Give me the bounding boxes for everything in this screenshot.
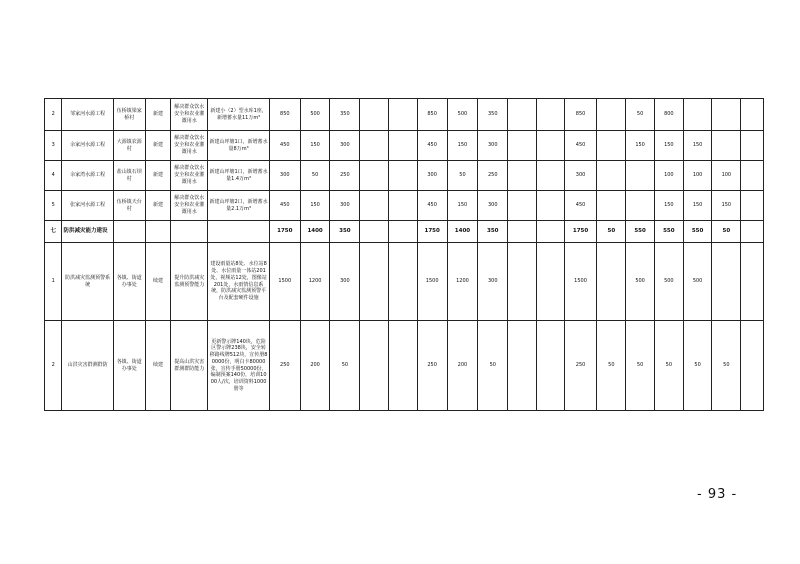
cell-plan-central: 150 bbox=[447, 131, 478, 161]
table-row bbox=[45, 99, 764, 131]
cell-year-5 bbox=[712, 243, 741, 321]
page-number: - 93 - bbox=[697, 487, 738, 502]
cell-seq-no: 4 bbox=[45, 161, 62, 191]
cell-year-2: 500 bbox=[626, 243, 655, 321]
cell-project-name: 山洪灾害群测群防 bbox=[62, 321, 113, 411]
cell-year-5 bbox=[712, 99, 741, 131]
cell-seq-no: 七 bbox=[45, 221, 62, 243]
cell-plan-other-a bbox=[508, 243, 537, 321]
cell-project-name: 防洪减灾监测预警系统 bbox=[62, 243, 113, 321]
cell-goal: 解决群众饮水安全和农业灌溉用水 bbox=[171, 161, 208, 191]
cell-project-name: 余家河水源工程 bbox=[62, 131, 113, 161]
cell-year-2 bbox=[626, 161, 655, 191]
cell-plan-local: 250 bbox=[478, 161, 508, 191]
cell-year-total: 1500 bbox=[564, 243, 597, 321]
cell-local-funds: 350 bbox=[330, 221, 360, 243]
cell-remark bbox=[741, 99, 764, 131]
cell-year-5 bbox=[712, 131, 741, 161]
cell-plan-central: 1200 bbox=[447, 243, 478, 321]
cell-central-funds: 500 bbox=[300, 99, 330, 131]
cell-seq-no: 3 bbox=[45, 131, 62, 161]
cell-content: 新建山坪塘2口，新增蓄水量2.1万m³ bbox=[208, 191, 270, 221]
cell-year-2: 550 bbox=[626, 221, 655, 243]
cell-location: 各镇、街道办事处 bbox=[113, 321, 145, 411]
cell-plan-other-b bbox=[536, 243, 564, 321]
cell-plan-local: 350 bbox=[478, 221, 508, 243]
cell-plan-total: 850 bbox=[417, 99, 447, 131]
cell-year-2: 150 bbox=[626, 131, 655, 161]
project-table bbox=[44, 98, 764, 411]
cell-content: 新建山坪塘1口，新增蓄水量1.4万m³ bbox=[208, 161, 270, 191]
cell-other-funds-a bbox=[360, 191, 389, 221]
cell-year-4: 500 bbox=[683, 243, 712, 321]
cell-year-total: 450 bbox=[564, 131, 597, 161]
table-row bbox=[45, 161, 764, 191]
cell-plan-other-a bbox=[508, 99, 537, 131]
cell-local-funds: 250 bbox=[330, 161, 360, 191]
cell-year-1 bbox=[597, 161, 626, 191]
cell-local-funds: 50 bbox=[330, 321, 360, 411]
cell-build-type: 新建 bbox=[145, 191, 171, 221]
cell-other-funds-b bbox=[389, 191, 418, 221]
cell-other-funds-a bbox=[360, 321, 389, 411]
cell-location: 伍桥镇梁家桥村 bbox=[113, 99, 145, 131]
cell-plan-central: 1400 bbox=[447, 221, 478, 243]
cell-plan-central: 150 bbox=[447, 191, 478, 221]
cell-other-funds-b bbox=[389, 161, 418, 191]
cell-other-funds-a bbox=[360, 161, 389, 191]
cell-other-funds-b bbox=[389, 99, 418, 131]
cell-goal bbox=[171, 221, 208, 243]
cell-seq-no: 2 bbox=[45, 321, 62, 411]
cell-year-2: 50 bbox=[626, 321, 655, 411]
cell-content: 新建小（2）型水库1座，新增蓄水量11万m³ bbox=[208, 99, 270, 131]
cell-remark bbox=[741, 321, 764, 411]
cell-plan-total: 450 bbox=[417, 131, 447, 161]
cell-plan-local: 300 bbox=[478, 191, 508, 221]
cell-other-funds-a bbox=[360, 243, 389, 321]
cell-other-funds-a bbox=[360, 131, 389, 161]
cell-other-funds-a bbox=[360, 99, 389, 131]
cell-build-type bbox=[145, 221, 171, 243]
cell-goal: 解决群众饮水安全和农业灌溉用水 bbox=[171, 99, 208, 131]
table-row bbox=[45, 321, 764, 411]
cell-plan-central: 500 bbox=[447, 99, 478, 131]
cell-content: 更新警示牌140块，危险区警示牌238块，安全转移路线牌512块，宣传册80000份，明白卡80000张，宣传手册50000份，编制预案140份，培训1000人/次，培训资料1000册等 bbox=[208, 321, 270, 411]
cell-year-total: 250 bbox=[564, 321, 597, 411]
cell-project-name: 邹家河水源工程 bbox=[62, 99, 113, 131]
cell-location: 盐山镇石坝村 bbox=[113, 161, 145, 191]
cell-plan-other-a bbox=[508, 161, 537, 191]
cell-plan-other-b bbox=[536, 221, 564, 243]
cell-other-funds-b bbox=[389, 243, 418, 321]
cell-year-4: 100 bbox=[683, 161, 712, 191]
cell-build-type: 续建 bbox=[145, 321, 171, 411]
cell-plan-central: 50 bbox=[447, 161, 478, 191]
table-row bbox=[45, 243, 764, 321]
cell-remark bbox=[741, 243, 764, 321]
cell-year-1: 50 bbox=[597, 321, 626, 411]
cell-goal: 解决群众饮水安全和农业灌溉用水 bbox=[171, 191, 208, 221]
cell-project-name: 防洪减灾能力建设 bbox=[62, 221, 113, 243]
cell-plan-total: 1750 bbox=[417, 221, 447, 243]
cell-plan-local: 300 bbox=[478, 131, 508, 161]
cell-plan-total: 1500 bbox=[417, 243, 447, 321]
section-row bbox=[45, 221, 764, 243]
cell-content: 新建山坪塘1口，新增蓄水量8万m³ bbox=[208, 131, 270, 161]
cell-year-4: 150 bbox=[683, 131, 712, 161]
cell-year-5: 50 bbox=[712, 321, 741, 411]
cell-year-3: 500 bbox=[654, 243, 683, 321]
cell-remark bbox=[741, 161, 764, 191]
cell-central-funds: 150 bbox=[300, 131, 330, 161]
cell-local-funds: 300 bbox=[330, 243, 360, 321]
cell-location: 大源镇农源村 bbox=[113, 131, 145, 161]
cell-other-funds-b bbox=[389, 321, 418, 411]
table-row bbox=[45, 131, 764, 161]
cell-year-3: 100 bbox=[654, 161, 683, 191]
cell-goal: 提升防洪减灾监测预警能力 bbox=[171, 243, 208, 321]
cell-year-1 bbox=[597, 191, 626, 221]
cell-build-type: 续建 bbox=[145, 243, 171, 321]
cell-central-funds: 150 bbox=[300, 191, 330, 221]
cell-year-4: 50 bbox=[683, 321, 712, 411]
cell-project-name: 余家湾水源工程 bbox=[62, 161, 113, 191]
cell-plan-other-b bbox=[536, 161, 564, 191]
cell-project-name: 张家河水源工程 bbox=[62, 191, 113, 221]
cell-plan-other-a bbox=[508, 191, 537, 221]
cell-year-1: 50 bbox=[597, 221, 626, 243]
cell-year-total: 450 bbox=[564, 191, 597, 221]
cell-year-3: 150 bbox=[654, 131, 683, 161]
cell-year-5: 150 bbox=[712, 191, 741, 221]
cell-total-investment: 250 bbox=[269, 321, 300, 411]
cell-plan-other-b bbox=[536, 191, 564, 221]
cell-local-funds: 300 bbox=[330, 191, 360, 221]
cell-central-funds: 50 bbox=[300, 161, 330, 191]
cell-remark bbox=[741, 221, 764, 243]
cell-other-funds-a bbox=[360, 221, 389, 243]
cell-year-3: 550 bbox=[654, 221, 683, 243]
cell-total-investment: 850 bbox=[269, 99, 300, 131]
cell-local-funds: 300 bbox=[330, 131, 360, 161]
cell-location: 伍桥镇天台村 bbox=[113, 191, 145, 221]
cell-year-3: 150 bbox=[654, 191, 683, 221]
cell-plan-other-a bbox=[508, 131, 537, 161]
cell-year-5: 100 bbox=[712, 161, 741, 191]
cell-plan-other-b bbox=[536, 99, 564, 131]
cell-year-1 bbox=[597, 243, 626, 321]
cell-year-1 bbox=[597, 99, 626, 131]
cell-seq-no: 1 bbox=[45, 243, 62, 321]
cell-year-3: 800 bbox=[654, 99, 683, 131]
cell-total-investment: 1750 bbox=[269, 221, 300, 243]
cell-plan-other-a bbox=[508, 321, 537, 411]
cell-build-type: 新建 bbox=[145, 161, 171, 191]
cell-plan-local: 50 bbox=[478, 321, 508, 411]
cell-year-3: 50 bbox=[654, 321, 683, 411]
cell-plan-local: 300 bbox=[478, 243, 508, 321]
cell-year-2 bbox=[626, 191, 655, 221]
cell-year-2: 50 bbox=[626, 99, 655, 131]
cell-total-investment: 450 bbox=[269, 191, 300, 221]
cell-year-total: 850 bbox=[564, 99, 597, 131]
cell-plan-total: 250 bbox=[417, 321, 447, 411]
cell-plan-central: 200 bbox=[447, 321, 478, 411]
cell-central-funds: 1200 bbox=[300, 243, 330, 321]
cell-central-funds: 200 bbox=[300, 321, 330, 411]
cell-goal: 提高山洪灾害群测群防能力 bbox=[171, 321, 208, 411]
cell-year-4 bbox=[683, 99, 712, 131]
cell-plan-other-b bbox=[536, 321, 564, 411]
cell-plan-other-b bbox=[536, 131, 564, 161]
cell-plan-local: 350 bbox=[478, 99, 508, 131]
cell-location: 各镇、街道办事处 bbox=[113, 243, 145, 321]
cell-total-investment: 1500 bbox=[269, 243, 300, 321]
cell-year-1 bbox=[597, 131, 626, 161]
cell-central-funds: 1400 bbox=[300, 221, 330, 243]
cell-year-total: 1750 bbox=[564, 221, 597, 243]
cell-remark bbox=[741, 131, 764, 161]
cell-build-type: 新建 bbox=[145, 99, 171, 131]
cell-other-funds-b bbox=[389, 221, 418, 243]
cell-plan-other-a bbox=[508, 221, 537, 243]
cell-year-4: 150 bbox=[683, 191, 712, 221]
cell-local-funds: 350 bbox=[330, 99, 360, 131]
cell-goal: 解决群众饮水安全和农业灌溉用水 bbox=[171, 131, 208, 161]
cell-total-investment: 300 bbox=[269, 161, 300, 191]
cell-total-investment: 450 bbox=[269, 131, 300, 161]
cell-plan-total: 300 bbox=[417, 161, 447, 191]
cell-content bbox=[208, 221, 270, 243]
cell-seq-no: 2 bbox=[45, 99, 62, 131]
cell-build-type: 新建 bbox=[145, 131, 171, 161]
cell-content: 建设雨量站8处、水位站8处、水位雨量一体站201处，视频站12处，图像站201处，水雨情信息系统，防洪减灾监测预警平台及配套硬件设施 bbox=[208, 243, 270, 321]
table-row bbox=[45, 191, 764, 221]
cell-seq-no: 5 bbox=[45, 191, 62, 221]
cell-year-4: 550 bbox=[683, 221, 712, 243]
cell-location bbox=[113, 221, 145, 243]
cell-year-total: 300 bbox=[564, 161, 597, 191]
cell-year-5: 50 bbox=[712, 221, 741, 243]
cell-remark bbox=[741, 191, 764, 221]
cell-other-funds-b bbox=[389, 131, 418, 161]
cell-plan-total: 450 bbox=[417, 191, 447, 221]
